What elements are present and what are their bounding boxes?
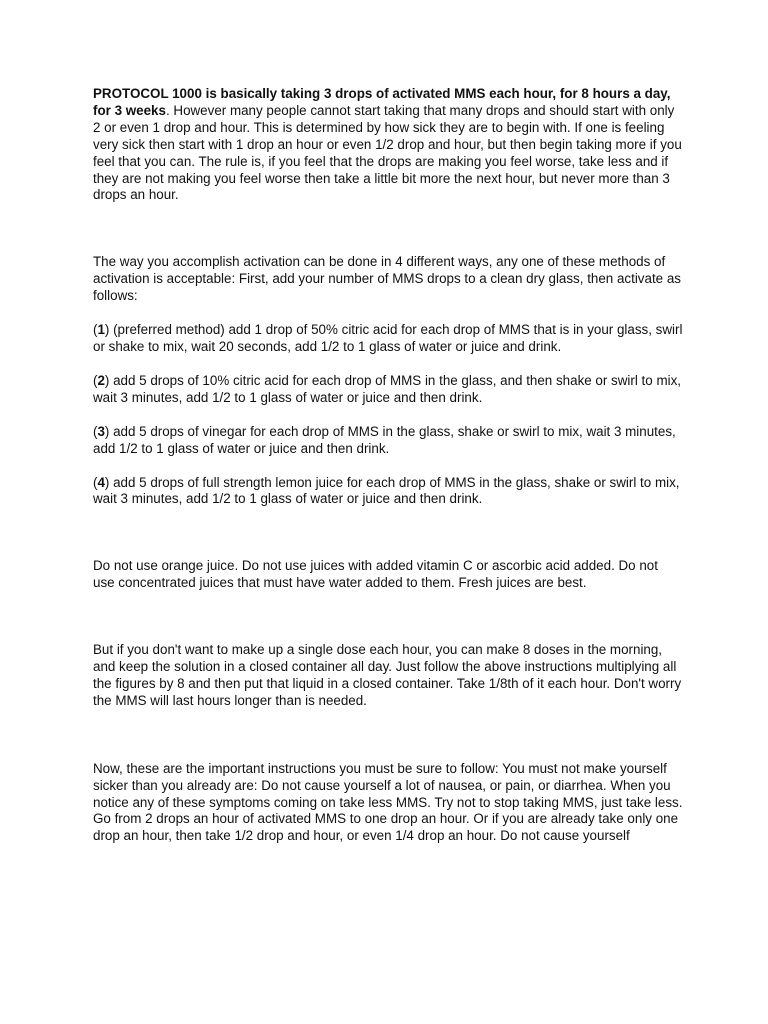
method-3-text: ) add 5 drops of vinegar for each drop of MMS in the glass, shake or swirl to mix, wait 3 minutes, add 1/2 to 1 glass of water or juice and then drink. (93, 423, 676, 456)
protocol-heading-text: PROTOCOL 1000 is basically taking 3 drops of activated MMS each hour, for 8 hours a day, for 3 weeks (93, 86, 671, 118)
method-2-number: 2 (97, 372, 105, 388)
method-3-paragraph: (3) add 5 drops of vinegar for each drop of MMS in the glass, shake or swirl to mix, wait 3 minutes, add 1/2 to 1 glass of water or juice and then drink. (93, 423, 676, 456)
important-instructions-paragraph: Now, these are the important instructions you must be sure to follow: You must not make yourself sicker than you already are: Do not cause yourself a lot of nausea, or pain, or diarrhea. When you notice any of these symptoms coming on take less MMS. Try not to stop taking MMS, just take less. Go from 2 drops an hour of activated MMS to one drop an hour. Or if you are already take only one drop an hour, then take 1/2 drop and hour, or even 1/4 drop an hour. Do not cause yourself (93, 760, 683, 844)
juice-warning-paragraph: Do not use orange juice. Do not use juices with added vitamin C or ascorbic acid added. Do not use concentrated juices that must have water added to them. Fresh juices are best. (93, 558, 658, 591)
method-1-text: ) (preferred method) add 1 drop of 50% citric acid for each drop of MMS that is in your glass, swirl or shake to mix, wait 20 seconds, add 1/2 to 1 glass of water or juice and drink. (93, 322, 683, 354)
method-4-paragraph: (4) add 5 drops of full strength lemon juice for each drop of MMS in the glass, shake or swirl to mix, wait 3 minutes, add 1/2 to 1 glass of water or juice and then drink. (93, 474, 680, 507)
method-3-number: 3 (97, 423, 105, 439)
multiple-doses-paragraph: But if you don't want to make up a single dose each hour, you can make 8 doses in the morning, and keep the solution in a closed container all day. Just follow the above instructions multiplying all the figures by 8 and then put that liquid in a closed container. Take 1/8th of it each hour. Don't worry the MMS will last hours longer than is needed. (93, 642, 682, 708)
method-4-text: ) add 5 drops of full strength lemon juice for each drop of MMS in the glass, shake or swirl to mix, wait 3 minutes, add 1/2 to 1 glass of water or juice and then drink. (93, 474, 680, 507)
method-2-paragraph: (2) add 5 drops of 10% citric acid for each drop of MMS in the glass, and then shake or swirl to mix, wait 3 minutes, add 1/2 to 1 glass of water or juice and then drink. (93, 372, 681, 405)
method-4-number: 4 (97, 474, 105, 490)
method-1-number: 1 (97, 322, 105, 338)
protocol-body-text: . However many people cannot start taking that many drops and should start with only 2 or even 1 drop and hour. This is determined by how sick they are to begin with. If one is feeling very sick then start with 1 drop an hour or even 1/2 drop and hour, but then begin taking more if you feel that you can. The rule is, if you feel that the drops are making you feel worse, take less and if they are not making you feel worse then take a little bit more the next hour, but never more than 3 drops an hour. (93, 102, 682, 203)
method-1-paragraph: (1) (preferred method) add 1 drop of 50% citric acid for each drop of MMS that is in your glass, swirl or shake to mix, wait 20 seconds, add 1/2 to 1 glass of water or juice and drink. (93, 322, 683, 354)
protocol-paragraph (93, 86, 683, 204)
activation-intro-paragraph: The way you accomplish activation can be done in 4 different ways, any one of these methods of activation is acceptable: First, add your number of MMS drops to a clean dry glass, then activate as follows: (93, 254, 681, 304)
document-page (93, 86, 683, 845)
method-2-text: ) add 5 drops of 10% citric acid for each drop of MMS in the glass, and then shake or swirl to mix, wait 3 minutes, add 1/2 to 1 glass of water or juice and then drink. (93, 372, 681, 405)
